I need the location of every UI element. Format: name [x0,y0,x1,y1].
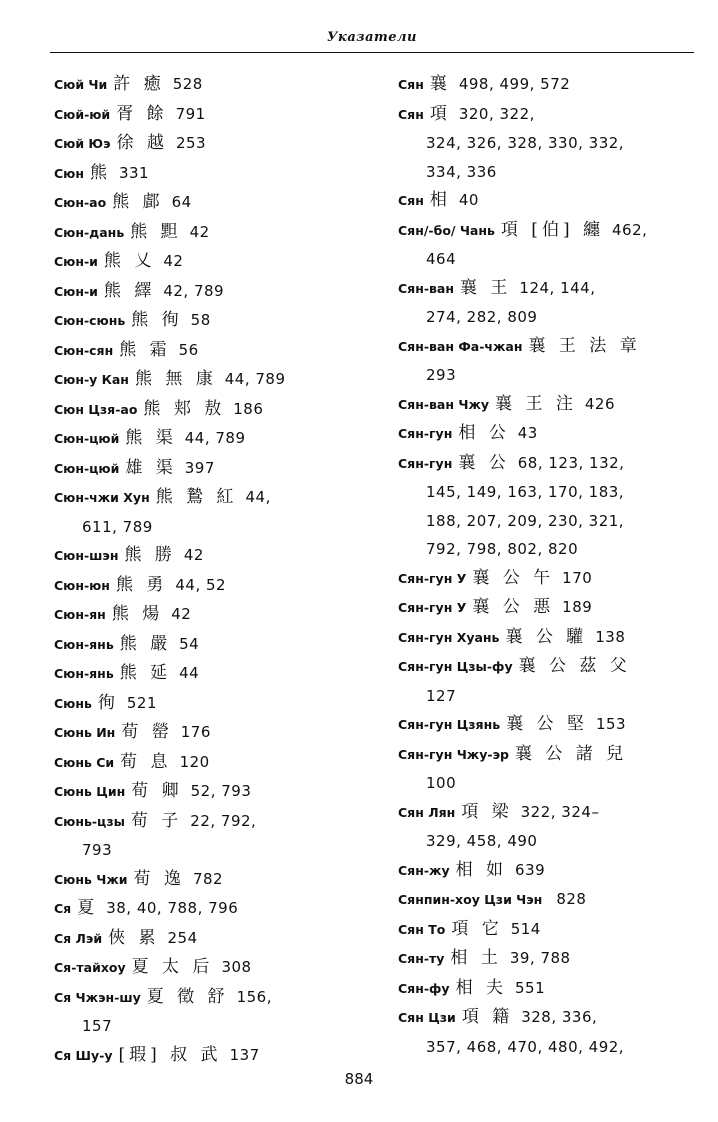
entry-pages: 138 [595,627,626,646]
index-entry [54,247,374,277]
index-entry [398,1003,698,1033]
entry-pages: 324, 326, 328, 330, 332, [426,134,625,152]
index-entry [54,483,374,513]
entry-chinese: 許 癒 [113,74,165,94]
entry-pages: 186 [233,399,264,418]
entry-pages: 64 [171,193,192,211]
entry-pages: 170 [562,568,593,587]
entry-pages: 22, 792, [190,811,257,830]
entry-chinese: 相 土 [450,948,502,968]
entry-chinese: 熊 渠 [125,428,177,448]
index-entry [54,306,374,336]
entry-chinese: 熊 無 康 [134,369,217,389]
entry-name: Сян-ван [398,280,455,296]
entry-pages: 782 [192,869,224,888]
index-entry-continuation [398,478,698,507]
entry-name: Сюн-сюнь [54,313,126,328]
entry-chinese: 相 夫 [455,977,507,998]
entry-name: Сюн-янь [54,666,114,681]
index-entry [398,419,698,449]
index-entry [54,777,374,807]
entry-chinese: 襄 王 注 [495,393,577,414]
entry-chinese: 相 公 [458,423,510,443]
entry-name: Ся Шу-у [54,1047,113,1063]
index-entry [398,593,698,623]
entry-pages: 308 [221,958,252,976]
entry-name: Ся Чжэн-шу [54,989,141,1005]
entry-name: Сюнь [54,695,92,711]
entry-pages: 44, 52 [175,575,227,594]
entry-pages: 464 [426,250,457,268]
entry-pages: 68, 123, 132, [517,453,625,472]
entry-pages: 137 [229,1045,260,1064]
entry-chinese: 荀 逸 [133,868,185,889]
entry-name: Сян-гун [398,455,453,471]
index-entry [398,652,698,682]
index-entry [54,218,374,248]
index-entry [54,689,374,719]
entry-pages: 791 [175,104,206,123]
entry-pages: 157 [82,1017,113,1035]
entry-name: Сян-гун У [398,600,467,615]
entry-name: Сян [398,77,424,92]
entry-pages: 293 [426,366,457,384]
index-entry-continuation [398,682,698,711]
index-entry [398,944,698,974]
index-entry-continuation [54,513,374,542]
entry-chinese: 荀 子 [130,810,183,831]
entry-chinese: 襄 王 [460,277,512,298]
entry-chinese: 熊 徇 [131,310,183,330]
entry-pages: 38, 40, 788, 796 [106,899,239,917]
entry-name: Сюн-дань [54,224,125,240]
entry-pages: 188, 207, 209, 230, 321, [426,511,625,530]
entry-pages: 56 [178,340,199,359]
entry-pages: 124, 144, [519,278,596,297]
index-entry [398,974,698,1004]
index-entry-continuation [398,535,698,564]
entry-chinese: 熊 延 [119,663,172,683]
entry-pages: 145, 149, 163, 170, 183, [426,483,625,501]
index-entry [54,365,374,395]
entry-pages: 52, 793 [190,782,252,800]
index-entry [398,856,698,886]
entry-name: Сюн-юн [54,577,110,593]
entry-pages: 127 [426,686,457,705]
entry-chinese: 熊 鷙 紅 [155,487,238,507]
entry-pages: 397 [184,458,215,477]
index-entry [54,395,374,425]
entry-chinese: 項 籍 [461,1007,514,1027]
entry-chinese: 雄 渠 [125,457,177,478]
entry-pages: 153 [595,715,627,733]
entry-pages: 100 [426,774,457,792]
entry-chinese: 熊 繹 [103,280,156,301]
entry-chinese: 項 [429,103,451,124]
entry-name: Сян-ван Фа-чжан [398,338,523,354]
index-entry-continuation [398,361,698,390]
entry-chinese: 襄 公 諸 兒 [514,743,628,764]
entry-pages: 44 [179,664,200,682]
entry-name: Сюн-и [54,254,98,269]
entry-pages: 334, 336 [426,162,497,181]
entry-chinese: 熊 嚴 [119,633,172,654]
index-entry [54,865,374,895]
index-entry [54,718,374,748]
entry-pages: 42 [171,605,192,623]
entry-name: Сюн-цюй [54,460,120,476]
entry-chinese: 熊 煬 [111,604,164,624]
entry-chinese: 熊 勝 [124,545,176,565]
index-entry [54,924,374,954]
entry-pages: 156, [236,987,272,1006]
index-column-left [54,70,374,1070]
header-rule [50,52,694,53]
index-entry-continuation [54,836,374,865]
entry-chinese: 夏 徵 舒 [146,986,229,1007]
index-entry [398,449,698,479]
entry-name: Сян-гун [398,426,453,441]
entry-pages: 331 [118,163,150,182]
entry-name: Сюй Юэ [54,136,111,151]
entry-name: Сянпин-хоу Цзи Чэн [398,892,543,907]
index-entry [54,336,374,366]
entry-chinese: 相 [429,190,451,210]
entry-name: Сюн-и [54,283,98,299]
index-entry [398,274,698,304]
entry-pages: 58 [190,311,211,329]
entry-pages: 274, 282, 809 [426,308,538,326]
entry-chinese: 熊 勇 [115,574,168,595]
index-column-right [398,70,698,1061]
entry-name: Сюн-чжи Хун [54,490,150,505]
entry-pages: 514 [510,919,541,938]
index-entry [54,454,374,484]
entry-pages: 528 [172,75,203,93]
entry-name: Сян То [398,921,446,937]
entry-name: Сюнь Си [54,754,115,770]
entry-chinese: 襄 公 午 [472,567,555,588]
index-entry [54,100,374,130]
index-entry-continuation [398,1033,698,1062]
index-entry [398,885,698,915]
entry-name: Сян [398,193,424,208]
index-entry [54,277,374,307]
entry-chinese: 熊 䵣 [130,221,182,242]
index-entry [54,659,374,689]
entry-name: Сюн-янь [54,636,114,652]
entry-name: Сюнь-цзы [54,813,125,829]
entry-name: Сюй Чи [54,77,108,92]
entry-name: Ся Лэй [54,930,103,946]
entry-name: Сюн-ян [54,607,106,622]
entry-pages: 253 [175,134,207,152]
entry-pages: 44, [245,488,271,506]
entry-name: Сюн-ао [54,195,107,210]
entry-name: Сян-гун Хуань [398,629,500,645]
index-entry [398,915,698,945]
entry-pages: 328, 336, [521,1008,598,1026]
entry-chinese: 俠 累 [108,927,160,948]
entry-chinese: 熊 霜 [119,339,171,360]
entry-pages: 828 [556,890,587,908]
entry-chinese: 熊 [89,162,111,183]
entry-name: Сян-ту [398,951,445,966]
index-entry [54,541,374,571]
entry-name: Сян-гун У [398,570,467,586]
entry-chinese: 襄 [429,74,451,94]
entry-pages: 54 [179,634,200,653]
entry-chinese: 熊 郏 敖 [143,398,226,419]
index-entry [54,159,374,189]
entry-chinese: 徇 [97,692,119,713]
entry-chinese: 襄 公 驩 [505,626,588,647]
index-entry [398,216,698,246]
entry-pages: 42 [189,222,210,241]
entry-pages: 176 [180,723,211,741]
entry-name: Сян Лян [398,804,456,820]
entry-name: Ся [54,901,72,916]
entry-name: Сян-фу [398,980,450,996]
entry-pages: 43 [517,424,538,442]
entry-chinese: [瑕] 叔 武 [118,1044,222,1065]
index-entry [398,186,698,216]
entry-pages: 120 [179,752,210,771]
entry-name: Ся-тайхоу [54,960,126,975]
entry-pages: 44, 789 [224,370,286,388]
index-entry [54,571,374,601]
entry-chinese: 襄 公 [458,452,510,473]
entry-pages: 189 [562,598,593,616]
index-entry [54,129,374,159]
entry-pages: 611, 789 [82,517,153,536]
entry-chinese: 荀 卿 [131,781,183,801]
index-entry [54,70,374,100]
index-entry [398,710,698,740]
entry-pages: 498, 499, 572 [458,75,571,93]
entry-name: Сян Цзи [398,1010,456,1025]
index-entry-continuation [398,769,698,798]
entry-chinese: 項 [伯] 纏 [500,219,604,240]
index-entry [54,1041,374,1071]
index-entry-continuation [54,1012,374,1041]
entry-pages: 551 [514,978,546,997]
entry-name: Сян-гун Чжу-эр [398,746,509,762]
entry-pages: 42 [163,252,184,270]
entry-chinese: 襄 公 茲 父 [518,656,631,676]
entry-pages: 793 [82,841,113,859]
index-entry [54,894,374,924]
index-entry [398,798,698,828]
entry-chinese: 徐 越 [116,133,168,153]
entry-pages: 254 [167,928,198,947]
index-entry-continuation [398,303,698,332]
entry-pages: 320, 322, [458,104,535,123]
entry-pages: 426 [584,394,615,413]
entry-name: Сюй-юй [54,106,111,122]
entry-chinese: 項 梁 [461,801,513,822]
index-entry [398,564,698,594]
index-entry [398,623,698,653]
index-entry [398,740,698,770]
entry-chinese: 項 它 [451,918,503,939]
index-entry [398,100,698,130]
index-entry [54,600,374,630]
entry-name: Сюнь Цин [54,784,126,799]
entry-name: Сян-гун Цзянь [398,717,501,732]
entry-pages: 39, 788 [509,949,571,967]
entry-name: Сюн-у Кан [54,372,129,387]
page-number: 884 [344,1070,374,1088]
index-entry [398,70,698,100]
entry-chinese: 胥 餘 [116,103,168,124]
index-entry [54,953,374,983]
entry-chinese: 襄 公 堅 [506,714,588,734]
entry-name: Сян-жу [398,862,450,878]
entry-pages: 357, 468, 470, 480, 492, [426,1037,625,1056]
index-entry [398,390,698,420]
entry-name: Сюнь Чжи [54,871,128,887]
entry-chinese: 夏 太 后 [131,957,214,977]
index-entry [54,983,374,1013]
index-entry-continuation [398,507,698,536]
index-entry-continuation [398,129,698,158]
entry-name: Сян-гун Цзы-фу [398,659,513,674]
index-entry-continuation [398,158,698,187]
entry-name: Сюн-шэн [54,548,119,563]
entry-pages: 639 [515,860,546,879]
entry-chinese: 荀 息 [120,751,172,772]
index-entry [54,807,374,837]
entry-pages: 42 [183,546,204,564]
entry-name: Сян [398,106,424,122]
index-entry [54,748,374,778]
entry-name: Сюн [54,165,84,181]
entry-name: Сюн Цзя-ао [54,401,138,417]
entry-chinese: 襄 公 悪 [472,597,555,617]
entry-chinese: 熊 䣜 [112,192,164,212]
entry-name: Сюн-цюй [54,431,120,446]
entry-pages: 521 [126,693,158,712]
index-entry-continuation [398,827,698,856]
entry-name: Сян/-бо/ Чань [398,222,495,238]
entry-chinese: 夏 [77,898,99,918]
entry-pages: 322, 324– [520,802,600,821]
entry-pages: 40 [458,191,479,209]
entry-chinese: 熊 乂 [103,251,156,271]
running-header: Указатели [327,30,417,45]
entry-name: Сюнь Ин [54,725,116,740]
entry-pages: 42, 789 [163,281,225,300]
index-entry-continuation [398,245,698,274]
entry-pages: 329, 458, 490 [426,832,538,850]
index-entry [54,188,374,218]
entry-name: Сян-ван Чжу [398,396,490,412]
entry-chinese: 襄 王 法 章 [528,335,641,356]
entry-chinese: 相 如 [455,859,508,880]
entry-pages: 462, [611,220,648,239]
index-entry [398,332,698,362]
index-entry [54,630,374,660]
index-entry [54,424,374,454]
entry-chinese: 荀 罃 [121,722,173,742]
entry-pages: 792, 798, 802, 820 [426,540,579,558]
entry-name: Сюн-сян [54,342,114,358]
entry-pages: 44, 789 [184,429,246,447]
